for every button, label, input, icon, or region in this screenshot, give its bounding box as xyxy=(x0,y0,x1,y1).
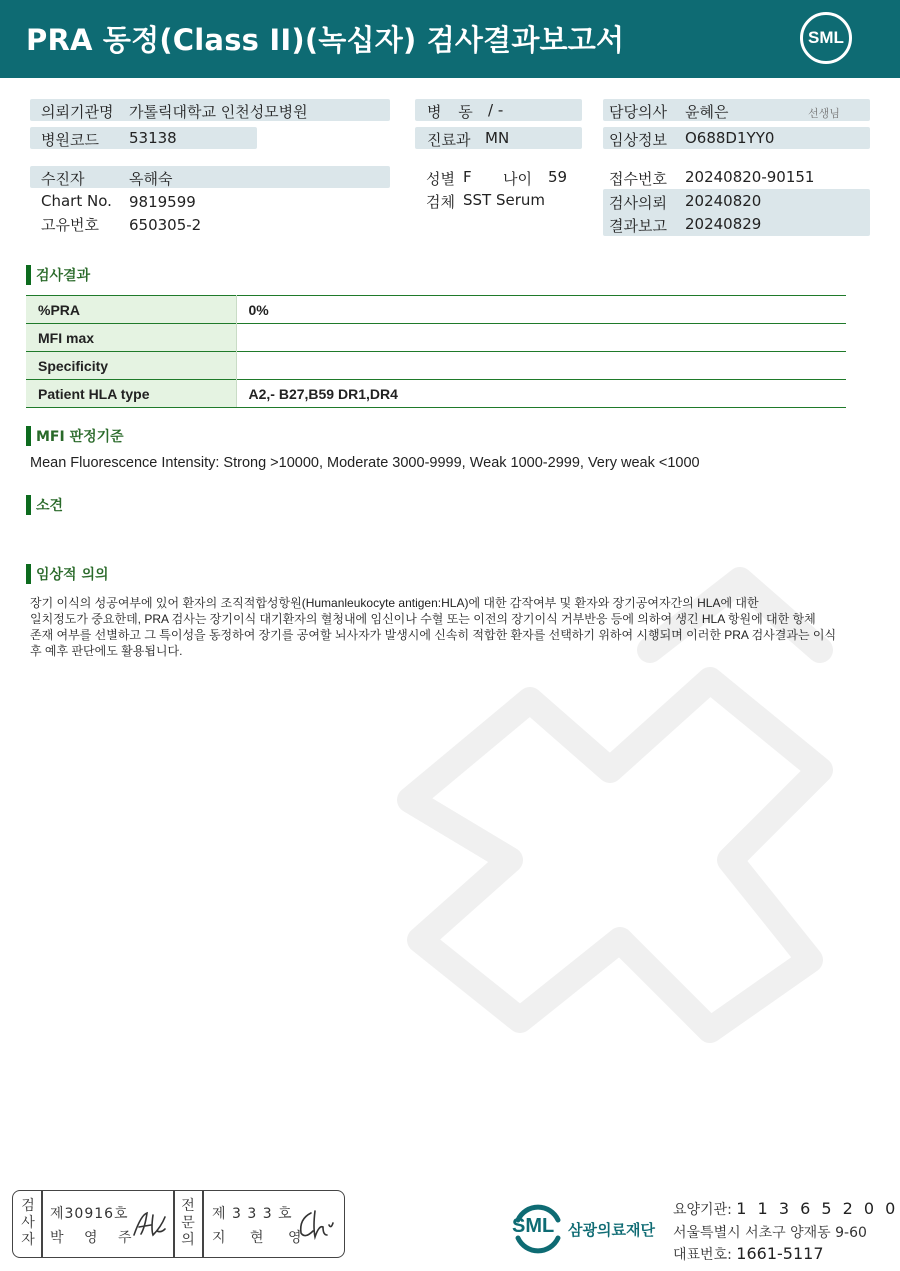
institution-value: 가톨릭대학교 인천성모병원 xyxy=(129,103,308,121)
tester-name: 박 영 주 xyxy=(50,1230,140,1246)
mfi-section-heading xyxy=(26,426,124,446)
report-label: 결과보고 xyxy=(609,217,667,235)
clinical-text-line: 후 예후 판단에도 활용됩니다. xyxy=(30,644,183,658)
tester-signature-icon xyxy=(131,1207,169,1241)
result-label: MFI max xyxy=(26,324,236,352)
footer-code-line xyxy=(673,1199,898,1219)
table-row xyxy=(26,352,846,380)
footer-phone-label: 대표번호: xyxy=(673,1247,732,1263)
specialist-license-no: 제 3 3 3 호 xyxy=(212,1206,293,1222)
report-value: 20240829 xyxy=(685,215,762,233)
result-label: Patient HLA type xyxy=(26,380,236,408)
receipt-label: 접수번호 xyxy=(609,170,667,188)
sex-label: 성별 xyxy=(426,170,455,188)
clinical-text-line: 일치정도가 중요한데, PRA 검사는 장기이식 대기환자의 혈청내에 임신이나 수혈 또는 이전의 장기이식 거부반응 등에 의하여 생긴 HLA 항원에 대한 항체 xyxy=(30,612,816,626)
footer-address: 서울특별시 서초구 양재동 9-60 xyxy=(673,1225,867,1241)
footer-logo-text: SML xyxy=(512,1215,555,1237)
clinical-section-heading xyxy=(26,564,109,584)
sml-logo-text: SML xyxy=(808,28,844,47)
unique-label: 고유번호 xyxy=(41,216,99,234)
institution-label: 의뢰기관명 xyxy=(41,103,114,121)
result-value: 0% xyxy=(236,296,846,324)
specimen-value: SST Serum xyxy=(463,191,546,209)
specialist-label-text: 전문의 xyxy=(181,1198,195,1248)
divider xyxy=(41,1191,43,1257)
specialist-label xyxy=(177,1198,199,1249)
report-title: PRA 동정(Class II)(녹십자) 검사결과보고서 xyxy=(26,23,625,57)
footer-code-label: 요양기관: xyxy=(673,1202,732,1218)
footer-code-value: 1 1 3 6 5 2 0 0 xyxy=(736,1199,899,1218)
section-marker xyxy=(26,265,31,285)
ward-value: / - xyxy=(488,101,504,119)
result-value: A2,- B27,B59 DR1,DR4 xyxy=(236,380,846,408)
footer-phone-line xyxy=(673,1244,824,1264)
tester-label xyxy=(17,1198,39,1249)
sex-value: F xyxy=(463,168,472,186)
patient-label: 수진자 xyxy=(41,170,85,188)
results-table xyxy=(26,295,846,408)
footer-logo xyxy=(510,1200,670,1256)
clinical-section-title: 임상적 의의 xyxy=(36,567,109,583)
specimen-label: 검체 xyxy=(426,193,455,211)
table-row xyxy=(26,380,846,408)
dept-value: MN xyxy=(485,129,510,147)
doctor-value: 윤혜은 xyxy=(685,103,729,121)
specialist-name: 지 현 영 xyxy=(212,1230,312,1246)
clinical-text-line: 장기 이식의 성공여부에 있어 환자의 조직적합성항원(Humanleukocyte antigen:HLA)에 대한 감작여부 및 환자와 장기공여자간의 HLA에 대한 xyxy=(30,596,759,610)
sml-logo-icon xyxy=(800,12,852,64)
report-header xyxy=(0,0,900,78)
divider xyxy=(202,1191,204,1257)
result-value xyxy=(236,324,846,352)
results-section-title: 검사결과 xyxy=(36,268,91,284)
clinical-significance-text xyxy=(30,595,850,659)
opinion-section-title: 소견 xyxy=(36,498,64,514)
clinical-text-line: 존재 여부를 선별하고 그 특이성을 동정하여 장기를 공여할 뇌사자가 발생시에 신속히 적합한 환자를 선택하기 위하여 시행되며 이러한 PRA 검사결과는 이식 xyxy=(30,628,837,642)
table-row xyxy=(26,296,846,324)
dept-label: 진료과 xyxy=(427,131,471,149)
mfi-section-title: MFI 판정기준 xyxy=(36,429,124,445)
signature-box xyxy=(12,1190,345,1258)
section-marker xyxy=(26,495,31,515)
section-marker xyxy=(26,564,31,584)
unique-value: 650305-2 xyxy=(129,216,202,234)
age-value: 59 xyxy=(548,168,568,186)
section-marker xyxy=(26,426,31,446)
ward-label: 병 동 xyxy=(427,103,479,121)
chart-value: 9819599 xyxy=(129,193,196,211)
specialist-signature-icon xyxy=(295,1205,339,1243)
chart-label: Chart No. xyxy=(41,192,112,210)
footer-org-name: 삼광의료재단 xyxy=(568,1221,655,1239)
result-value xyxy=(236,352,846,380)
result-label: %PRA xyxy=(26,296,236,324)
request-label: 검사의뢰 xyxy=(609,194,667,212)
results-section-heading xyxy=(26,265,90,285)
tester-license-no: 제30916호 xyxy=(50,1206,129,1222)
doctor-label: 담당의사 xyxy=(609,103,667,121)
clinical-info-label: 임상정보 xyxy=(609,131,667,149)
footer-phone-value: 1661-5117 xyxy=(736,1244,824,1263)
table-row xyxy=(26,324,846,352)
receipt-value: 20240820-90151 xyxy=(685,168,815,186)
divider xyxy=(173,1191,175,1257)
patient-value: 옥해숙 xyxy=(129,170,173,188)
clinical-info-value: O688D1YY0 xyxy=(685,129,775,147)
opinion-section-heading xyxy=(26,495,63,515)
mfi-criteria-text: Mean Fluorescence Intensity: Strong >10000, Moderate 3000-9999, Weak 1000-2999, Very weak <1000 xyxy=(30,455,700,471)
request-value: 20240820 xyxy=(685,192,762,210)
age-label: 나이 xyxy=(503,170,532,188)
hospital-code-label: 병원코드 xyxy=(41,131,99,149)
tester-label-text: 검사자 xyxy=(21,1198,35,1248)
hospital-code-value: 53138 xyxy=(129,129,177,147)
result-label: Specificity xyxy=(26,352,236,380)
doctor-suffix: 선생님 xyxy=(808,107,840,120)
